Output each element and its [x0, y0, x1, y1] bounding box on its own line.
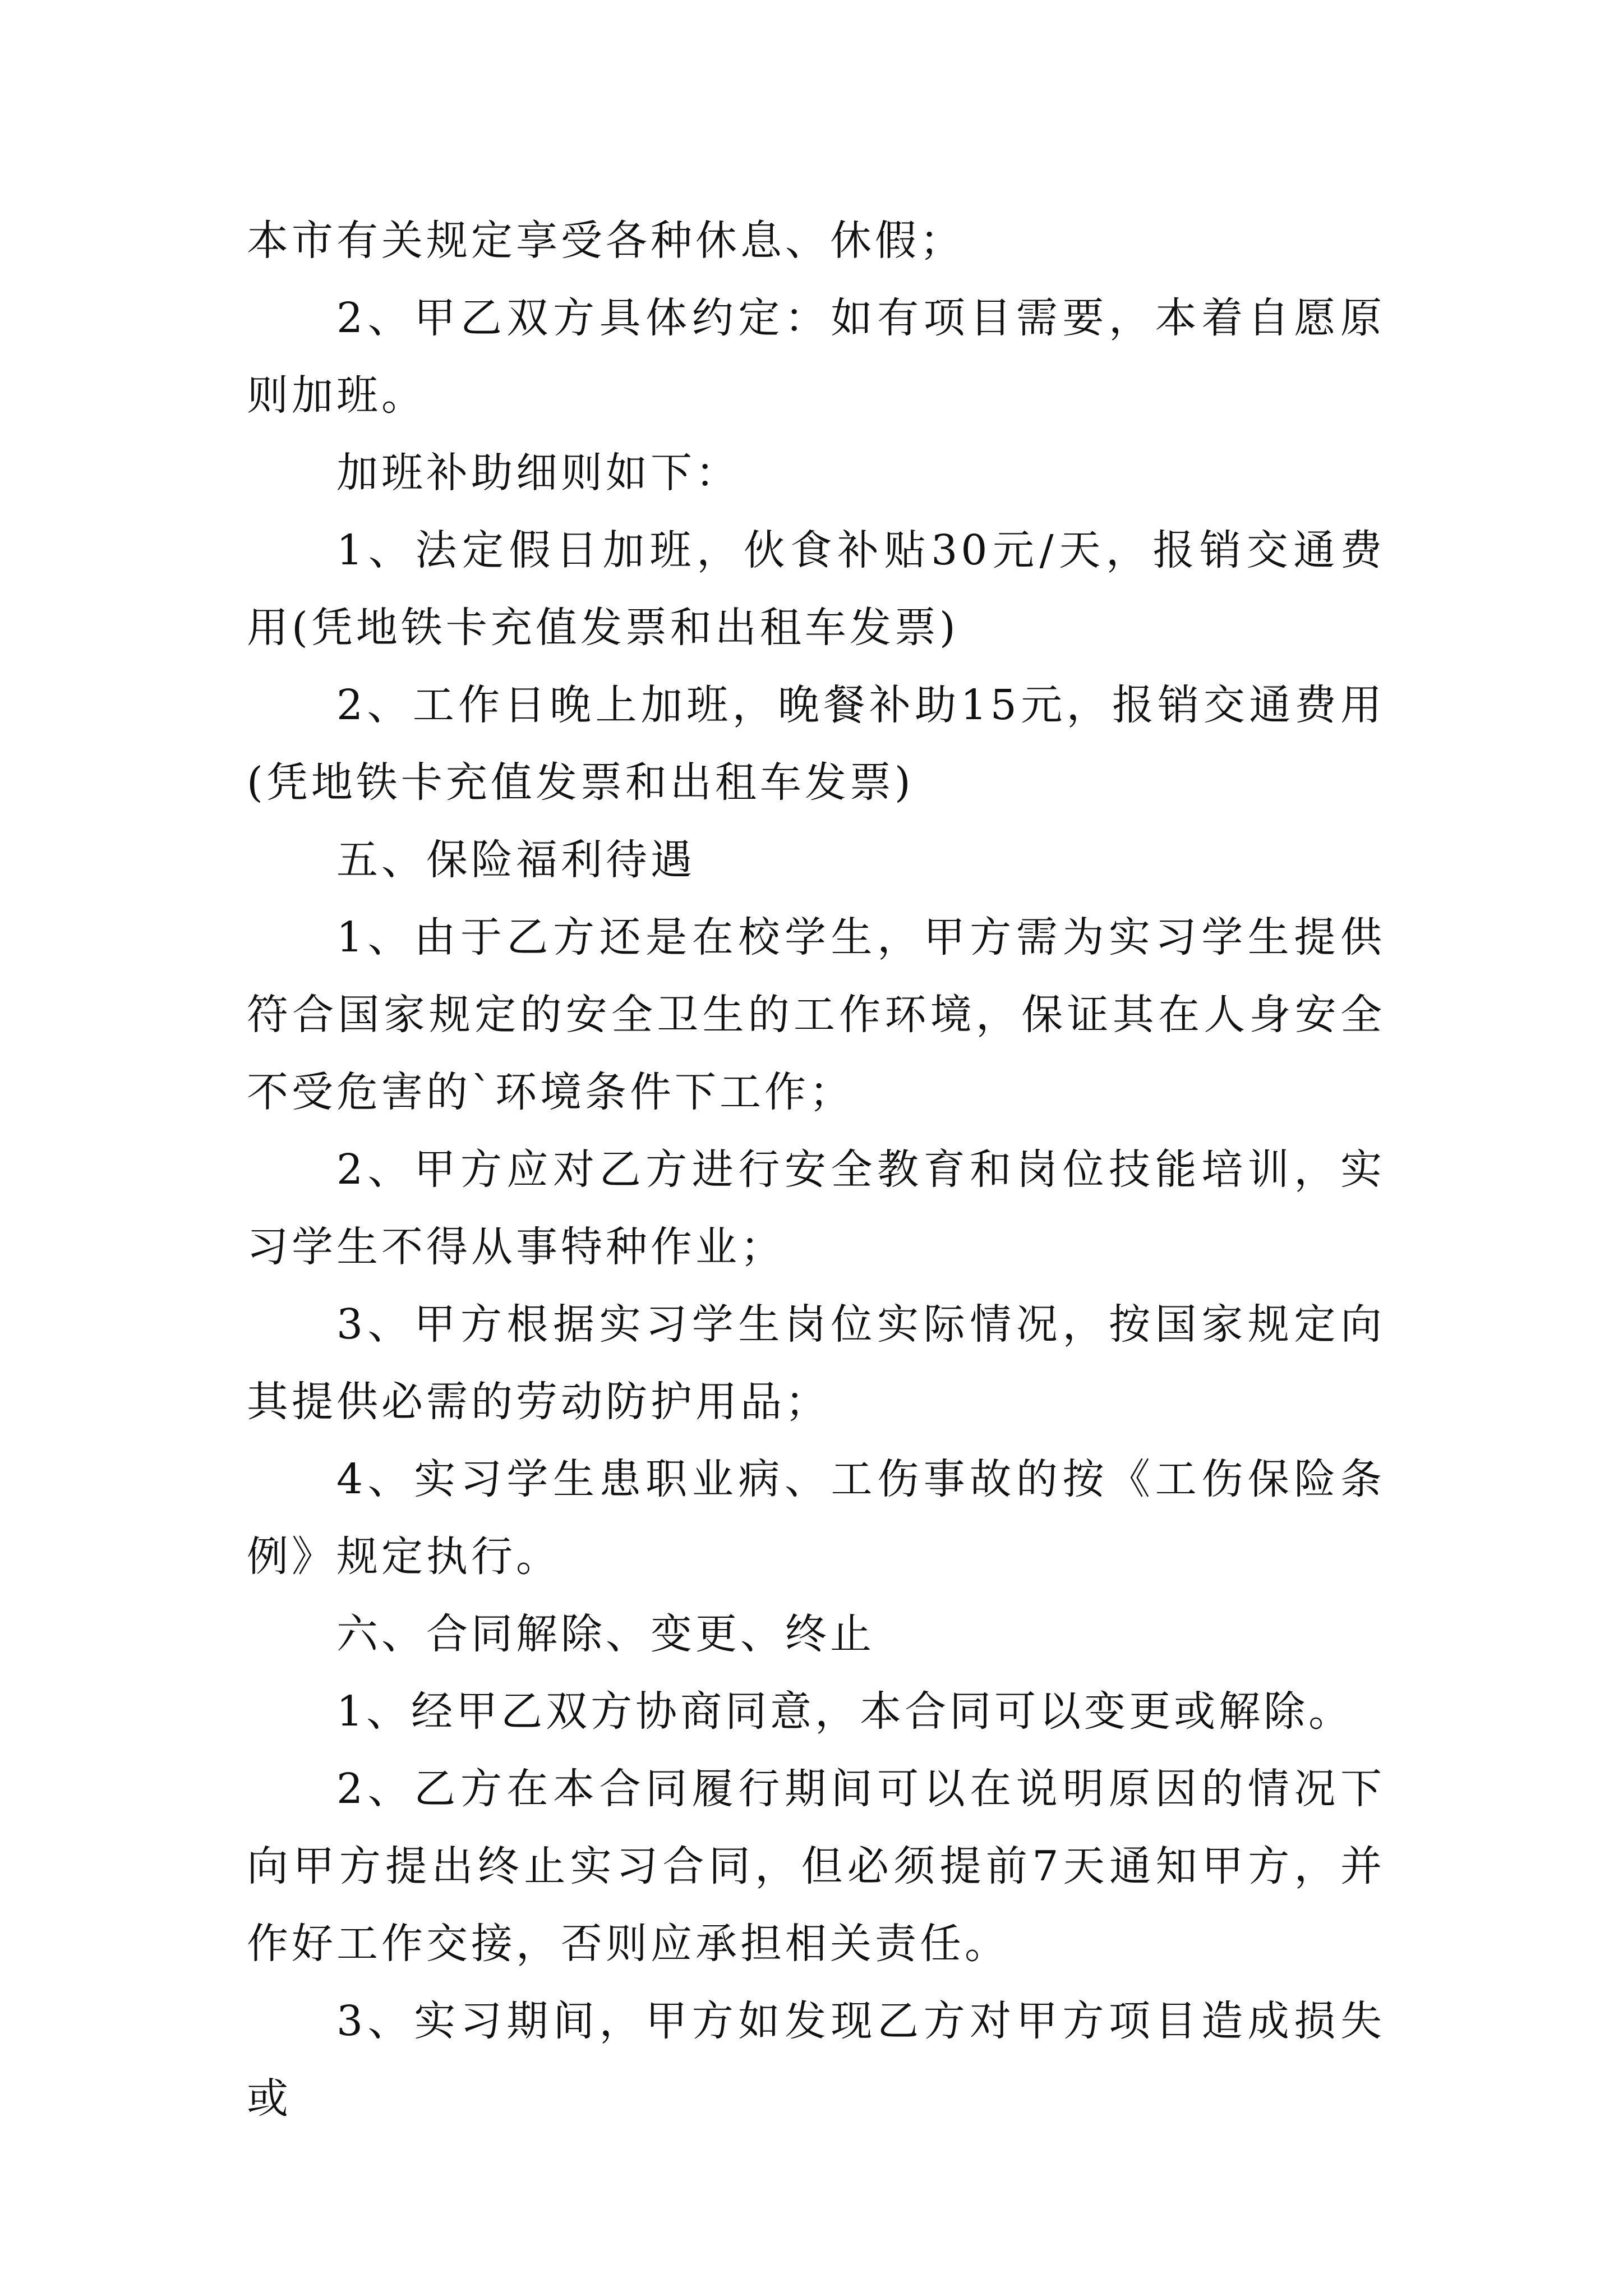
- paragraph-early-termination: 2、乙方在本合同履行期间可以在说明原因的情况下向甲方提出终止实习合同，但必须提前7天通知甲方，并作好工作交接，否则应承担相关责任。: [247, 1765, 1385, 1968]
- document-body: [247, 202, 1385, 2137]
- section-heading-contract-changes: 六、合同解除、变更、终止: [336, 1610, 875, 1658]
- paragraph-protective-equipment: 3、甲方根据实习学生岗位实际情况，按国家规定向其提供必需的劳动防护用品；: [247, 1300, 1385, 1426]
- paragraph-holiday-overtime: 1、法定假日加班，伙食补贴30元/天，报销交通费用(凭地铁卡充值发票和出租车发票): [247, 526, 1385, 652]
- paragraph-overtime-agreement: 2、甲乙双方具体约定：如有项目需要，本着自愿原则加班。: [247, 294, 1385, 420]
- paragraph-safety-training: 2、甲方应对乙方进行安全教育和岗位技能培训，实习学生不得从事特种作业；: [247, 1145, 1385, 1271]
- paragraph-weekday-overtime: 2、工作日晚上加班，晚餐补助15元，报销交通费用(凭地铁卡充值发票和出租车发票): [247, 681, 1385, 807]
- section-heading-insurance: 五、保险福利待遇: [336, 836, 695, 884]
- paragraph-safe-environment: 1、由于乙方还是在校学生，甲方需为实习学生提供符合国家规定的安全卫生的工作环境，保证其在人身安全不受危害的`环境条件下工作；: [247, 913, 1385, 1116]
- paragraph-overtime-rules-heading: 加班补助细则如下：: [336, 449, 740, 497]
- paragraph-mutual-change: 1、经甲乙双方协商同意，本合同可以变更或解除。: [336, 1687, 1354, 1736]
- paragraph-rest-leave: 本市有关规定享受各种休息、休假；: [247, 217, 965, 265]
- paragraph-loss-clause: 3、实习期间，甲方如发现乙方对甲方项目造成损失或: [247, 1997, 1385, 2123]
- paragraph-injury-insurance: 4、实习学生患职业病、工伤事故的按《工伤保险条例》规定执行。: [247, 1455, 1385, 1581]
